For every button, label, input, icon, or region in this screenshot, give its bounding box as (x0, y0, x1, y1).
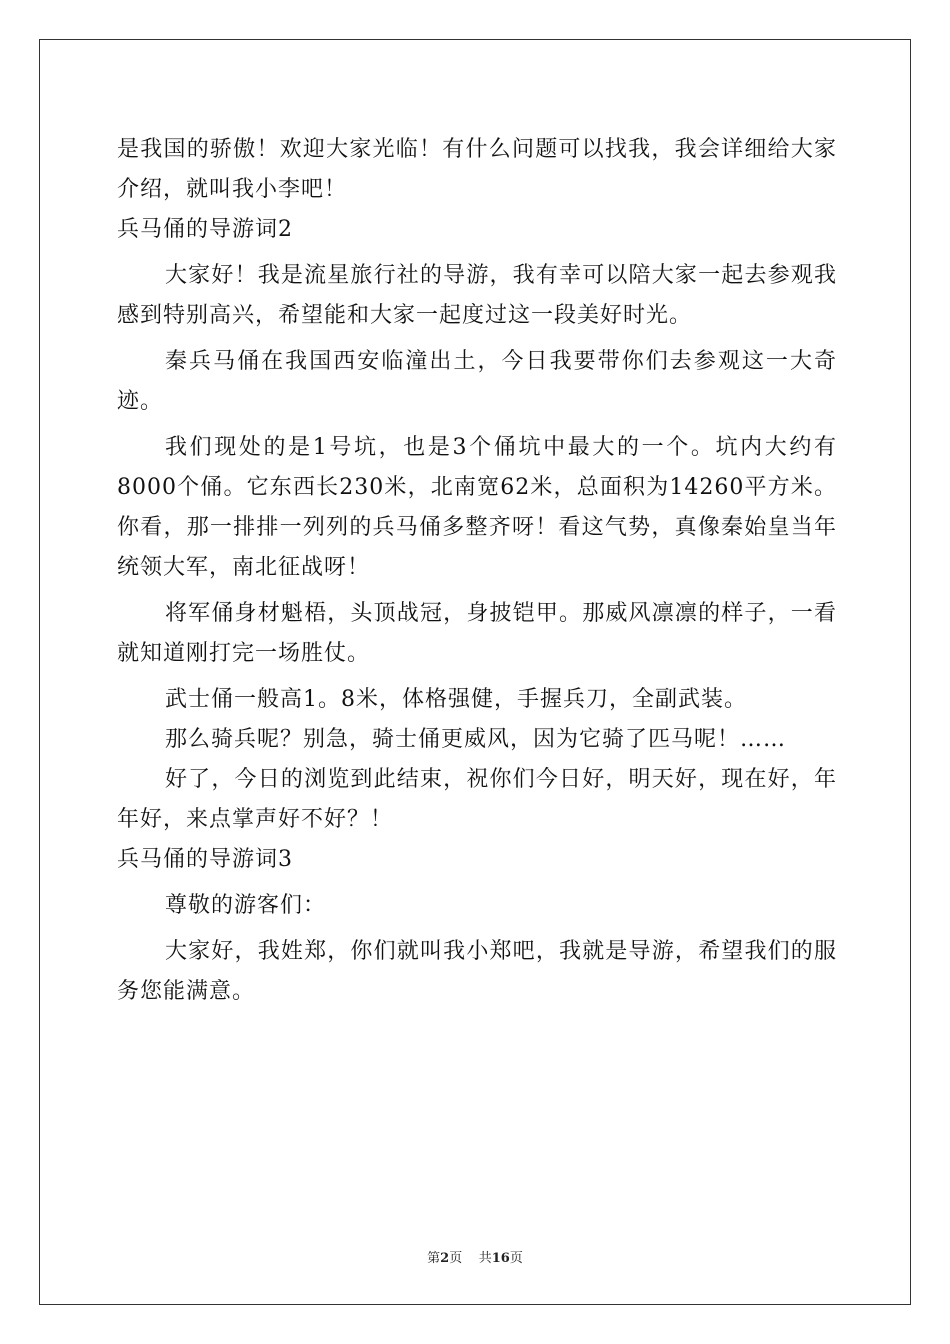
paragraph: 那么骑兵呢？别急，骑士俑更威风，因为它骑了匹马呢！…… (165, 727, 787, 752)
paragraph: 大家好！我是流星旅行社的导游，我有幸可以陪大家一起去参观我感到特别高兴，希望能和大家一起度过这一段美好时光。 (117, 263, 837, 328)
footer-prefix: 第 (427, 1251, 441, 1266)
footer-page-number: 2 (440, 1251, 450, 1266)
paragraph: 武士俑一般高1。8米，体格强健，手握兵刀，全副武装。 (165, 687, 747, 712)
footer-total-prefix: 共 (478, 1251, 492, 1266)
paragraph: 我们现处的是1号坑，也是3个俑坑中最大的一个。坑内大约有8000个俑。它东西长230米，北南宽62米，总面积为14260平方米。你看，那一排排一列列的兵马俑多整齐呀！看这气势，真像秦始皇当年统领大军，南北征战呀！ (117, 435, 837, 580)
section-heading: 兵马俑的导游词2 (117, 217, 293, 242)
paragraph: 是我国的骄傲！欢迎大家光临！有什么问题可以找我，我会详细给大家介绍，就叫我小李吧！ (117, 137, 837, 202)
paragraph: 好了，今日的浏览到此结束，祝你们今日好，明天好，现在好，年年好，来点掌声好不好？！ (117, 767, 837, 832)
section-heading: 兵马俑的导游词3 (117, 847, 293, 872)
paragraph: 秦兵马俑在我国西安临潼出土，今日我要带你们去参观这一大奇迹。 (117, 349, 837, 414)
footer-total-pages: 16 (491, 1251, 510, 1266)
footer-page-suffix: 页 (449, 1251, 463, 1266)
paragraph: 尊敬的游客们： (165, 893, 327, 918)
footer-total-suffix: 页 (509, 1251, 523, 1266)
page-footer (0, 1247, 950, 1266)
paragraph: 将军俑身材魁梧，头顶战冠，身披铠甲。那威风凛凛的样子，一看就知道刚打完一场胜仗。 (117, 601, 837, 666)
paragraph: 大家好，我姓郑，你们就叫我小郑吧，我就是导游，希望我们的服务您能满意。 (117, 939, 837, 1004)
document-body (117, 130, 837, 1012)
